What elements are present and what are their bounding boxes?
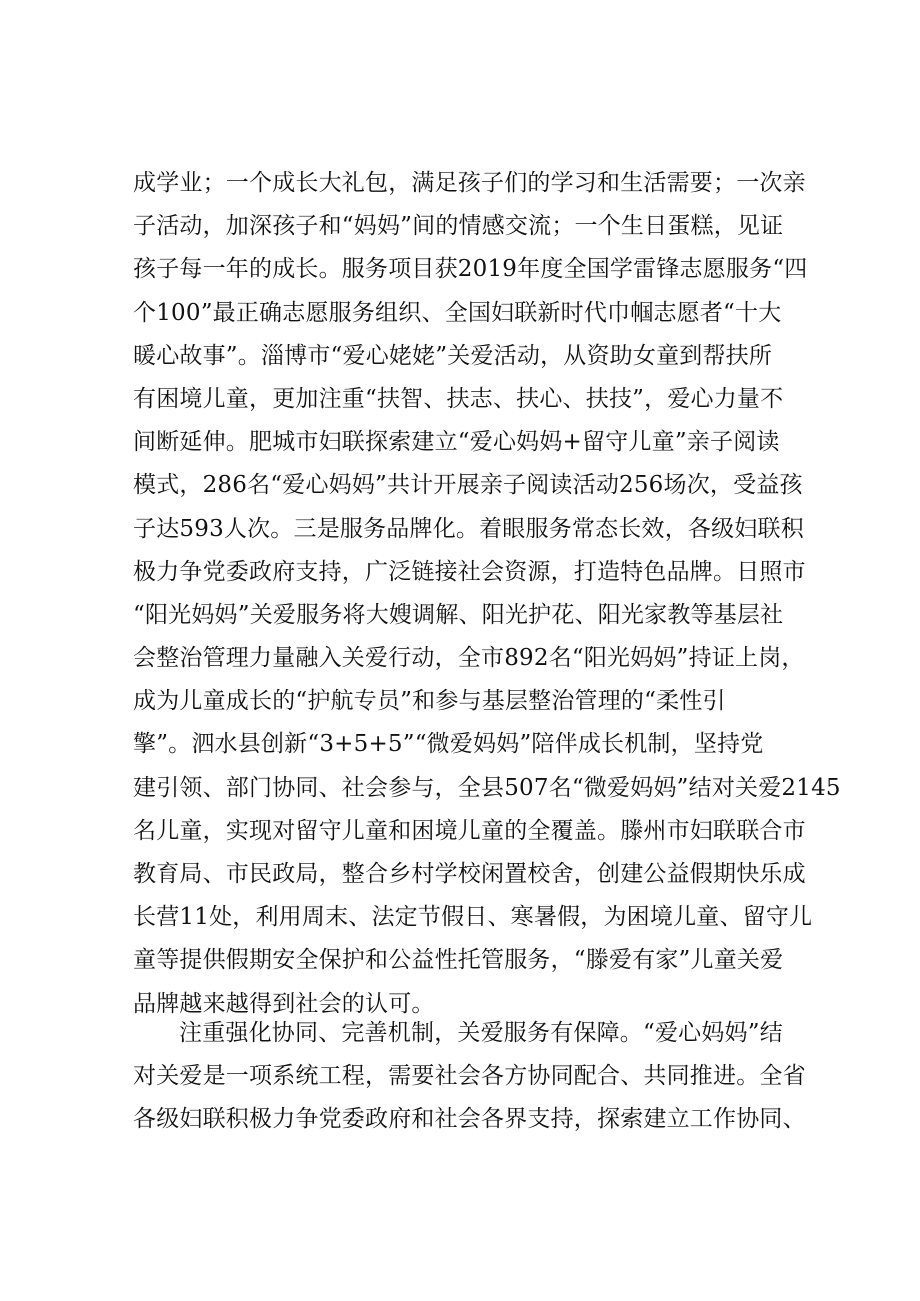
text-line: 各级妇联积极力争党委政府和社会各界支持，探索建立工作协同、	[133, 1106, 806, 1133]
text-line: 注重强化协同、完善机制，关爱服务有保障。“爱心妈妈”结	[179, 1020, 783, 1046]
text-line: 极力争党委政府支持，广泛链接社会资源，打造特色品牌。日照市	[133, 558, 806, 585]
text-line: 建引领、部门协同、社会参与，全县507名“微爱妈妈”结对关爱2145	[133, 774, 841, 801]
text-line: 有困境儿童，更加注重“扶智、扶志、扶心、扶技”，爱心力量不	[133, 385, 784, 412]
text-line: 模式，286名“爱心妈妈”共计开展亲子阅读活动256场次，受益孩	[133, 472, 803, 499]
text-line: 成学业；一个成长大礼包，满足孩子们的学习和生活需要；一次亲	[133, 170, 806, 196]
text-line: 子活动，加深孩子和“妈妈”间的情感交流；一个生日蛋糕，见证	[133, 213, 784, 240]
text-line: 名儿童，实现对留守儿童和困境儿童的全覆盖。滕州市妇联联合市	[133, 817, 806, 844]
text-line: 擎”。泗水县创新“3+5+5”“微爱妈妈”陪伴成长机制，坚持党	[133, 731, 764, 758]
text-line: 童等提供假期安全保护和公益性托管服务，“滕爱有家”儿童关爱	[133, 947, 784, 974]
text-line: 暖心故事”。淄博市“爱心姥姥”关爱活动，从资助女童到帮扶所	[133, 342, 773, 369]
paragraph-2	[133, 1012, 806, 1142]
text-line: 孩子每一年的成长。服务项目获2019年度全国学雷锋志愿服务“四	[133, 256, 808, 283]
text-line: “阳光妈妈”关爱服务将大嫂调解、阳光护花、阳光家教等基层社	[133, 601, 784, 628]
text-line: 间断延伸。肥城市妇联探索建立“爱心妈妈+留守儿童”亲子阅读	[133, 429, 780, 456]
text-line: 对关爱是一项系统工程，需要社会各方协同配合、共同推进。全省	[133, 1063, 806, 1090]
text-line: 成为儿童成长的“护航专员”和参与基层整治管理的“柔性引	[133, 688, 726, 715]
text-line: 子达593人次。三是服务品牌化。着眼服务常态长效，各级妇联积	[133, 515, 804, 542]
paragraph-1	[133, 162, 841, 1026]
text-line: 个100”最正确志愿服务组织、全国妇联新时代巾帼志愿者“十大	[133, 299, 782, 326]
text-line: 长营11处，利用周末、法定节假日、寒暑假，为困境儿童、留守儿	[133, 904, 813, 931]
text-line: 教育局、市民政局，整合乡村学校闲置校舍，创建公益假期快乐成	[133, 861, 806, 887]
text-line: 品牌越来越得到社会的认可。	[133, 990, 435, 1017]
text-line: 会整治管理力量融入关爱行动，全市892名“阳光妈妈”持证上岗，	[133, 645, 805, 672]
